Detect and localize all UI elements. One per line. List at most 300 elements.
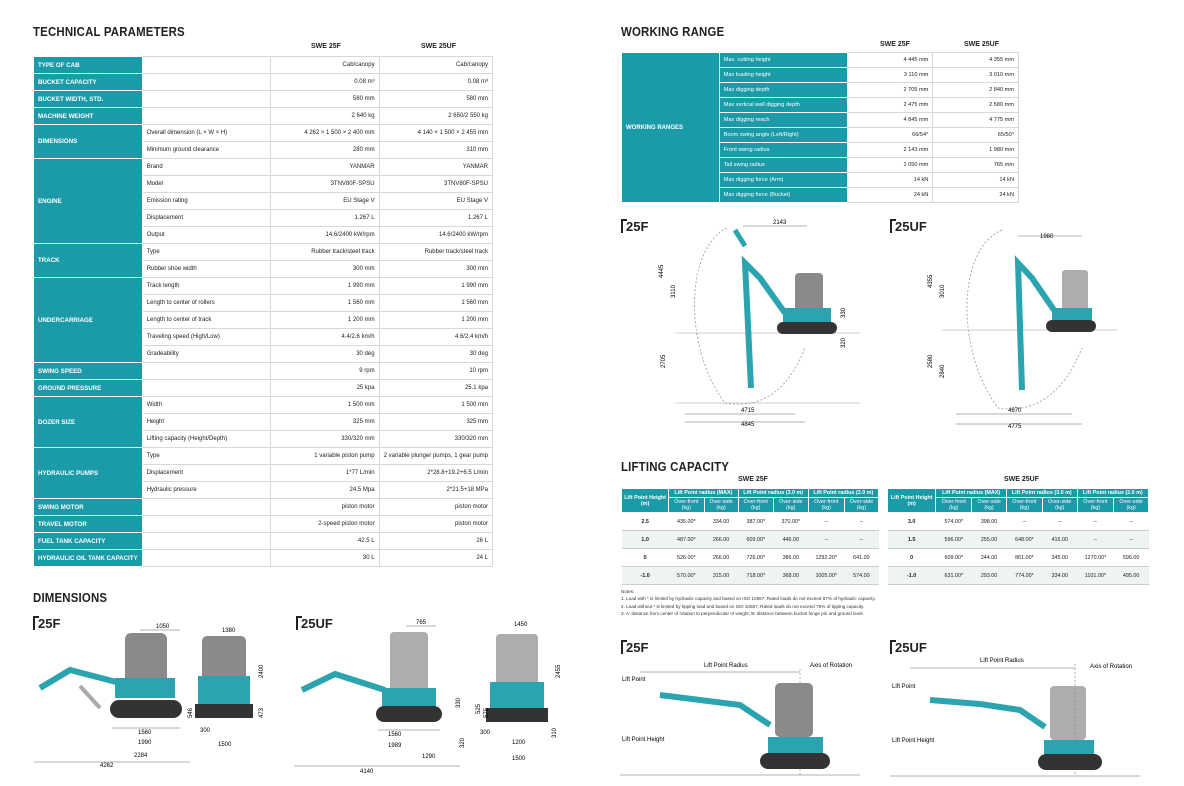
note-line: 3. A: distance from center of rotation to perpendicular of weight; B: distance between bucket hinge pin and ground level. bbox=[621, 611, 864, 617]
note-line: Notes: bbox=[621, 589, 635, 594]
working-param: Max vertical wall digging depth bbox=[719, 98, 847, 113]
note-line: 2. Load without * is limited by tipping load and based on ISO 10567. Rated loads do not exceed 75% of tipping capacity. bbox=[621, 603, 865, 609]
range-f-label: 25F bbox=[626, 219, 649, 234]
tech-value-25uf: EU Stage V bbox=[379, 193, 492, 210]
tech-param bbox=[142, 380, 270, 397]
tech-row bbox=[34, 380, 493, 397]
tech-value-25f: 1 500 mm bbox=[270, 397, 379, 414]
working-param: Max digging force (Bucket) bbox=[719, 188, 847, 203]
working-category: WORKING RANGES bbox=[622, 53, 720, 203]
lifting-value-cell: 1270.00* bbox=[1077, 549, 1114, 567]
tech-category: MACHINE WEIGHT bbox=[34, 108, 143, 125]
lifting-value-cell: 641.00 bbox=[844, 549, 878, 567]
working-param: Max digging force (Arm) bbox=[719, 173, 847, 188]
tech-value-25f: Cab/canopy bbox=[270, 57, 379, 74]
lifting-value-cell: 726.00* bbox=[738, 549, 773, 567]
dim-text: 2143 bbox=[773, 220, 787, 226]
track-front-shape bbox=[195, 704, 253, 718]
dim-text: 575 bbox=[484, 707, 490, 718]
tech-value-25uf: 1 500 mm bbox=[379, 397, 492, 414]
lifting-header-over-front: Over-front (kg) bbox=[669, 498, 704, 513]
tech-col-25uf: SWE 25UF bbox=[421, 43, 457, 50]
tech-value-25f: 300 mm bbox=[270, 261, 379, 278]
lifting-value-cell: – bbox=[1006, 513, 1042, 531]
arm-shape bbox=[930, 700, 1045, 727]
dim-text: 4355 bbox=[928, 274, 934, 288]
tech-category: GROUND PRESSURE bbox=[34, 380, 143, 397]
lifting-height-cell: -1.0 bbox=[888, 567, 936, 585]
tech-category: SWING SPEED bbox=[34, 363, 143, 380]
tech-param: Brand bbox=[142, 159, 270, 176]
tech-value-25f: 4.4/2.6 km/h bbox=[270, 329, 379, 346]
lift-point-label: Lift Point bbox=[892, 684, 916, 690]
working-value-25uf: 2 580 mm bbox=[933, 98, 1019, 113]
working-value-25f: 1 050 mm bbox=[847, 158, 933, 173]
lifting-header-height: Lift Point Height (m) bbox=[888, 489, 936, 513]
lifting-value-cell: 631.00* bbox=[936, 567, 972, 585]
track-shape bbox=[1038, 754, 1102, 770]
tech-row bbox=[34, 550, 493, 567]
lifting-header-max: Lift Point radius (MAX) bbox=[669, 489, 738, 498]
tech-value-25uf: 26 L bbox=[379, 533, 492, 550]
tech-value-25uf: 300 mm bbox=[379, 261, 492, 278]
tech-value-25uf: 30 deg bbox=[379, 346, 492, 363]
lifting-value-cell: 574.00* bbox=[936, 513, 972, 531]
tech-value-25uf: 10 rpm bbox=[379, 363, 492, 380]
lifting-value-cell: 244.00 bbox=[972, 549, 1007, 567]
lifting-value-cell: 1005.00* bbox=[808, 567, 844, 585]
lifting-value-cell: 574.00 bbox=[844, 567, 878, 585]
working-value-25uf: 4 355 mm bbox=[933, 53, 1019, 68]
track-shape bbox=[777, 322, 837, 334]
range-diagram-25uf bbox=[922, 218, 1122, 433]
tech-value-25uf: Cab/canopy bbox=[379, 57, 492, 74]
lifting-header-over-side: Over-side (kg) bbox=[704, 498, 738, 513]
working-value-25f: 2 705 mm bbox=[847, 83, 933, 98]
dim-text: 4445 bbox=[659, 264, 665, 278]
tech-param: Width bbox=[142, 397, 270, 414]
lifting-value-cell: – bbox=[1077, 531, 1114, 549]
tech-value-25uf: piston motor bbox=[379, 499, 492, 516]
lifting-header-over-front: Over-front (kg) bbox=[738, 498, 773, 513]
tech-param: Type bbox=[142, 244, 270, 261]
boom-shape bbox=[302, 674, 385, 690]
lifting-row bbox=[622, 531, 879, 549]
tech-category: BUCKET WIDTH, STD. bbox=[34, 91, 143, 108]
dim-text: 765 bbox=[416, 620, 427, 626]
dim-text: 2284 bbox=[134, 753, 148, 759]
dim-text: 2455 bbox=[556, 664, 562, 678]
working-value-25uf: 4 775 mm bbox=[933, 113, 1019, 128]
working-col-25f: SWE 25F bbox=[880, 41, 910, 48]
tech-value-25uf: piston motor bbox=[379, 516, 492, 533]
tech-row bbox=[34, 499, 493, 516]
tech-value-25uf: 4.6/2.4 km/h bbox=[379, 329, 492, 346]
lifting-value-cell: 345.00 bbox=[1042, 549, 1077, 567]
lifting-height-cell: 3.0 bbox=[888, 513, 936, 531]
range-diagram-25f bbox=[655, 218, 865, 428]
tech-value-25uf: 580 mm bbox=[379, 91, 492, 108]
dim-text: 1450 bbox=[514, 622, 528, 628]
lifting-value-cell: 861.00* bbox=[1006, 549, 1042, 567]
working-param: Tail swing radius bbox=[719, 158, 847, 173]
tech-value-25f: 0.08 m³ bbox=[270, 74, 379, 91]
lifting-header-3m: Lift Point radius (3.0 m) bbox=[1006, 489, 1077, 498]
lifting-value-cell: – bbox=[844, 531, 878, 549]
lifting-value-cell: 570.00* bbox=[669, 567, 704, 585]
dim-text: 2840 bbox=[940, 364, 946, 378]
tech-value-25uf: 1 200 mm bbox=[379, 312, 492, 329]
working-value-25f: 24 kN bbox=[847, 188, 933, 203]
lifting-value-cell: 718.00* bbox=[738, 567, 773, 585]
lifting-header-over-side: Over-side (kg) bbox=[844, 498, 878, 513]
tech-value-25uf: 2 variable plunger pumps, 1 gear pump bbox=[379, 448, 492, 465]
working-row bbox=[622, 53, 1019, 68]
lifting-model-25uf: SWE 25UF bbox=[1004, 476, 1040, 483]
tech-row bbox=[34, 363, 493, 380]
tech-value-25f: 14.6/2400 kW/rpm bbox=[270, 227, 379, 244]
working-value-25f: 66/54° bbox=[847, 128, 933, 143]
lifting-value-cell: 596.00* bbox=[936, 531, 972, 549]
dimensions-title: DIMENSIONS bbox=[33, 590, 108, 605]
tech-category: UNDERCARRIAGE bbox=[34, 278, 143, 363]
tech-param: Displacement bbox=[142, 465, 270, 482]
dim-text: 2400 bbox=[259, 664, 265, 678]
dim-text: 1989 bbox=[388, 743, 402, 749]
tech-param: Track length bbox=[142, 278, 270, 295]
tech-col-25f: SWE 25F bbox=[311, 43, 341, 50]
lifting-row bbox=[622, 549, 879, 567]
cab-shape bbox=[1050, 686, 1086, 740]
axis-label: Axis of Rotation bbox=[1090, 664, 1133, 670]
dim-text: 4775 bbox=[1008, 424, 1022, 430]
boom-shape bbox=[40, 670, 120, 688]
tech-value-25f: 1*77 L/min bbox=[270, 465, 379, 482]
tech-value-25f: 4 262 × 1 500 × 2 400 mm bbox=[270, 125, 379, 142]
lift-radius-label: Lift Point Radius bbox=[704, 663, 748, 669]
dim-text: 3110 bbox=[671, 285, 677, 298]
tech-param bbox=[142, 499, 270, 516]
lifting-value-cell: – bbox=[808, 513, 844, 531]
range-uf-label: 25UF bbox=[895, 219, 927, 234]
tech-value-25f: 2 640 kg bbox=[270, 108, 379, 125]
tech-param: Traveling speed (High/Low) bbox=[142, 329, 270, 346]
lifting-value-cell: 495.00 bbox=[1114, 567, 1149, 585]
working-param: Max digging reach bbox=[719, 113, 847, 128]
dim-text: 1290 bbox=[422, 754, 436, 760]
lifting-height-cell: -1.0 bbox=[622, 567, 669, 585]
dim-text: 320 bbox=[841, 337, 847, 348]
working-param: Max digging depth bbox=[719, 83, 847, 98]
lifting-value-cell: 1101.00* bbox=[1077, 567, 1114, 585]
lifting-row bbox=[888, 567, 1149, 585]
tech-value-25f: 330/320 mm bbox=[270, 431, 379, 448]
tech-param bbox=[142, 74, 270, 91]
lifting-value-cell: – bbox=[1114, 531, 1149, 549]
working-value-25uf: 14 kN bbox=[933, 173, 1019, 188]
tech-row bbox=[34, 125, 493, 142]
lifting-header-over-front: Over-front (kg) bbox=[1077, 498, 1114, 513]
working-value-25uf: 24 kN bbox=[933, 188, 1019, 203]
lifting-value-cell: 334.00 bbox=[1042, 567, 1077, 585]
dim-text: 1560 bbox=[388, 732, 402, 738]
tech-row bbox=[34, 74, 493, 91]
tech-value-25uf: 25.1 kpa bbox=[379, 380, 492, 397]
tech-value-25f: 1 990 mm bbox=[270, 278, 379, 295]
tech-value-25uf: 1 560 mm bbox=[379, 295, 492, 312]
tech-row bbox=[34, 448, 493, 465]
lifting-header-over-side: Over-side (kg) bbox=[1114, 498, 1149, 513]
dim-text: 300 bbox=[480, 730, 491, 736]
tech-value-25f: 280 mm bbox=[270, 142, 379, 159]
lifting-value-cell: 386.00 bbox=[773, 549, 808, 567]
tech-value-25f: 2-speed piston motor bbox=[270, 516, 379, 533]
tech-param bbox=[142, 108, 270, 125]
working-param: Front swing radius bbox=[719, 143, 847, 158]
dim-text: 330 bbox=[456, 697, 462, 708]
tech-param bbox=[142, 550, 270, 567]
working-value-25uf: 765 mm bbox=[933, 158, 1019, 173]
lifting-value-cell: 293.00 bbox=[972, 567, 1007, 585]
tech-param bbox=[142, 533, 270, 550]
tech-category: FUEL TANK CAPACITY bbox=[34, 533, 143, 550]
lifting-model-25f: SWE 25F bbox=[738, 476, 768, 483]
lifting-value-cell: 648.00* bbox=[1006, 531, 1042, 549]
lifting-header-over-side: Over-side (kg) bbox=[972, 498, 1007, 513]
tech-row bbox=[34, 278, 493, 295]
tech-value-25f: piston motor bbox=[270, 499, 379, 516]
note-line: 1. Load with * is limited by hydraulic capacity and based on ISO 10567. Rated loads do not exceed 87% of hydraulic capacity. bbox=[621, 596, 876, 602]
lifting-header-over-front: Over-front (kg) bbox=[936, 498, 972, 513]
dim-text: 2580 bbox=[928, 354, 934, 368]
lifting-height-cell: 0 bbox=[622, 549, 669, 567]
lifting-value-cell: 774.00* bbox=[1006, 567, 1042, 585]
tech-param: Lifting capacity (Height/Depth) bbox=[142, 431, 270, 448]
tech-param: Length to center of rollers bbox=[142, 295, 270, 312]
dim-text: 320 bbox=[460, 737, 466, 748]
tech-value-25uf: 4 140 × 1 500 × 2 455 mm bbox=[379, 125, 492, 142]
working-value-25uf: 65/50° bbox=[933, 128, 1019, 143]
tech-param: Overall dimension (L × W × H) bbox=[142, 125, 270, 142]
tech-param: Gradeability bbox=[142, 346, 270, 363]
tech-value-25f: 1.267 L bbox=[270, 210, 379, 227]
tech-value-25f: 30 deg bbox=[270, 346, 379, 363]
tech-value-25uf: Rubber track/steel track bbox=[379, 244, 492, 261]
tech-value-25f: Rubber track/steel track bbox=[270, 244, 379, 261]
lift-uf-label: 25UF bbox=[895, 640, 927, 655]
lifting-value-cell: 596.00 bbox=[1114, 549, 1149, 567]
lifting-value-cell: 255.00 bbox=[972, 531, 1007, 549]
tech-category: HYDRAULIC OIL TANK CAPACITY bbox=[34, 550, 143, 567]
tech-value-25uf: 24 L bbox=[379, 550, 492, 567]
tech-value-25f: 1 200 mm bbox=[270, 312, 379, 329]
working-value-25f: 4 445 mm bbox=[847, 53, 933, 68]
dim-text: 4715 bbox=[741, 408, 755, 414]
lifting-value-cell: – bbox=[844, 513, 878, 531]
tech-value-25uf: 325 mm bbox=[379, 414, 492, 431]
tech-value-25f: 42.5 L bbox=[270, 533, 379, 550]
dim-text: 3010 bbox=[940, 284, 946, 298]
tech-value-25f: 30 L bbox=[270, 550, 379, 567]
lifting-value-cell: 526.00* bbox=[669, 549, 704, 567]
dim-text: 330 bbox=[841, 307, 847, 318]
tech-value-25uf: 3TNV80F-SPSU bbox=[379, 176, 492, 193]
axis-label: Axis of Rotation bbox=[810, 663, 853, 669]
dim-text: 4140 bbox=[360, 769, 374, 775]
lifting-height-cell: 0 bbox=[888, 549, 936, 567]
tech-param: Model bbox=[142, 176, 270, 193]
dim-f-label: 25F bbox=[38, 616, 61, 631]
working-value-25uf: 1 980 mm bbox=[933, 143, 1019, 158]
lift-radius-label: Lift Point Radius bbox=[980, 658, 1024, 664]
tech-row bbox=[34, 244, 493, 261]
lifting-header-max: Lift Point radius (MAX) bbox=[936, 489, 1007, 498]
arm-shape bbox=[660, 695, 770, 725]
track-front-shape bbox=[486, 708, 548, 722]
working-value-25f: 3 110 mm bbox=[847, 68, 933, 83]
dim-text: 1500 bbox=[512, 756, 526, 762]
lifting-value-cell: 435.00* bbox=[669, 513, 704, 531]
tech-row bbox=[34, 397, 493, 414]
tech-value-25uf: 14.6/2400 kW/rpm bbox=[379, 227, 492, 244]
lifting-height-cell: 2.5 bbox=[622, 513, 669, 531]
tech-category: BUCKET CAPACITY bbox=[34, 74, 143, 91]
lifting-value-cell: – bbox=[1114, 513, 1149, 531]
tech-category: ENGINE bbox=[34, 159, 143, 244]
cab-shape bbox=[795, 273, 823, 313]
lifting-value-cell: 446.00 bbox=[773, 531, 808, 549]
tech-value-25f: 1 560 mm bbox=[270, 295, 379, 312]
dim-text: 4262 bbox=[100, 763, 114, 768]
lifting-value-cell: – bbox=[1077, 513, 1114, 531]
working-value-25f: 2 143 mm bbox=[847, 143, 933, 158]
lifting-value-cell: 416.00 bbox=[1042, 531, 1077, 549]
tech-value-25f: 9 rpm bbox=[270, 363, 379, 380]
tech-param: Rubber shoe width bbox=[142, 261, 270, 278]
tech-param: Type bbox=[142, 448, 270, 465]
cab-shape bbox=[775, 683, 813, 737]
tech-value-25uf: YANMAR bbox=[379, 159, 492, 176]
tech-param bbox=[142, 516, 270, 533]
tech-value-25f: 580 mm bbox=[270, 91, 379, 108]
dim-text: 4845 bbox=[741, 422, 755, 428]
cab-shape bbox=[1062, 270, 1088, 312]
lifting-value-cell: 368.00 bbox=[773, 567, 808, 585]
tech-value-25f: YANMAR bbox=[270, 159, 379, 176]
lifting-value-cell: 487.00* bbox=[669, 531, 704, 549]
tech-value-25f: EU Stage V bbox=[270, 193, 379, 210]
lifting-header-2m: Lift Point radius (2.0 m) bbox=[808, 489, 878, 498]
dim-text: 2705 bbox=[661, 354, 667, 368]
dim-text: 1980 bbox=[1040, 234, 1054, 240]
dim-text: 300 bbox=[200, 728, 211, 734]
lifting-height-cell: 1.5 bbox=[888, 531, 936, 549]
lifting-value-cell: 266.00 bbox=[704, 531, 738, 549]
lifting-value-cell: 315.00 bbox=[704, 567, 738, 585]
tech-value-25uf: 2*21.5+18 MPa bbox=[379, 482, 492, 499]
working-value-25f: 2 475 mm bbox=[847, 98, 933, 113]
tech-param bbox=[142, 91, 270, 108]
track-shape bbox=[110, 700, 182, 718]
tech-title: TECHNICAL PARAMETERS bbox=[33, 24, 185, 39]
dimension-diagram-25uf bbox=[290, 618, 580, 776]
lifting-value-cell: 387.00* bbox=[738, 513, 773, 531]
lifting-row bbox=[888, 531, 1149, 549]
lifting-table-25uf bbox=[887, 488, 1149, 585]
lifting-value-cell: 398.00 bbox=[972, 513, 1007, 531]
tech-row bbox=[34, 57, 493, 74]
dim-text: 4670 bbox=[1008, 408, 1022, 414]
tech-category: HYDRAULIC PUMPS bbox=[34, 448, 143, 499]
working-value-25uf: 2 840 mm bbox=[933, 83, 1019, 98]
tech-row bbox=[34, 533, 493, 550]
dim-text: 1200 bbox=[512, 740, 526, 746]
tech-param: Hydraulic pressure bbox=[142, 482, 270, 499]
track-shape bbox=[376, 706, 442, 722]
tech-param: Minimum ground clearance bbox=[142, 142, 270, 159]
lifting-header-over-front: Over-front (kg) bbox=[808, 498, 844, 513]
lifting-header-height: Lift Point Height (m) bbox=[622, 489, 669, 513]
tech-value-25f: 3TNV80F-SPSU bbox=[270, 176, 379, 193]
lifting-table-25f bbox=[621, 488, 879, 585]
track-shape bbox=[1046, 320, 1096, 332]
dim-text: 473 bbox=[259, 707, 265, 718]
lifting-row bbox=[888, 549, 1149, 567]
tech-category: DIMENSIONS bbox=[34, 125, 143, 159]
lifting-value-cell: – bbox=[808, 531, 844, 549]
lifting-value-cell: – bbox=[1042, 513, 1077, 531]
tech-value-25uf: 1 990 mm bbox=[379, 278, 492, 295]
lifting-value-cell: 609.00* bbox=[738, 531, 773, 549]
lift-height-label: Lift Point Height bbox=[622, 737, 665, 743]
dimension-diagram-25f bbox=[30, 618, 280, 768]
lifting-value-cell: 334.00 bbox=[704, 513, 738, 531]
tech-value-25f: 25 kpa bbox=[270, 380, 379, 397]
tech-category: TRACK bbox=[34, 244, 143, 278]
dim-text: 1380 bbox=[222, 628, 236, 634]
working-param: Max. cutting height bbox=[719, 53, 847, 68]
working-value-25uf: 3 010 mm bbox=[933, 68, 1019, 83]
lifting-row bbox=[622, 513, 879, 531]
dim-text: 1560 bbox=[138, 730, 152, 736]
working-title: WORKING RANGE bbox=[621, 24, 725, 39]
lifting-row bbox=[622, 567, 879, 585]
lifting-header-2m: Lift Point radius (2.0 m) bbox=[1077, 489, 1148, 498]
lifting-height-cell: 1.0 bbox=[622, 531, 669, 549]
lifting-value-cell: 1292.20* bbox=[808, 549, 844, 567]
working-value-25f: 4 845 mm bbox=[847, 113, 933, 128]
dim-text: 310 bbox=[552, 727, 558, 738]
tech-value-25f: 1 variable piston pump bbox=[270, 448, 379, 465]
tech-category: DOZER SIZE bbox=[34, 397, 143, 448]
working-col-25uf: SWE 25UF bbox=[964, 41, 1000, 48]
lift-f-label: 25F bbox=[626, 640, 649, 655]
tech-param: Displacement bbox=[142, 210, 270, 227]
working-table bbox=[621, 52, 1019, 203]
tech-value-25uf: 2 650/2 550 kg bbox=[379, 108, 492, 125]
working-param: Boom swing angle (Left/Right) bbox=[719, 128, 847, 143]
dim-uf-label: 25UF bbox=[301, 616, 333, 631]
tech-category: SWING MOTOR bbox=[34, 499, 143, 516]
lift-diagram-25f bbox=[620, 655, 860, 780]
tech-row bbox=[34, 91, 493, 108]
working-param: Max loading height bbox=[719, 68, 847, 83]
lifting-notes bbox=[621, 588, 876, 618]
tech-row bbox=[34, 159, 493, 176]
tech-row bbox=[34, 516, 493, 533]
tech-value-25uf: 2*28.8+19.2+6.5 L/min bbox=[379, 465, 492, 482]
dim-text: 1500 bbox=[218, 742, 232, 748]
